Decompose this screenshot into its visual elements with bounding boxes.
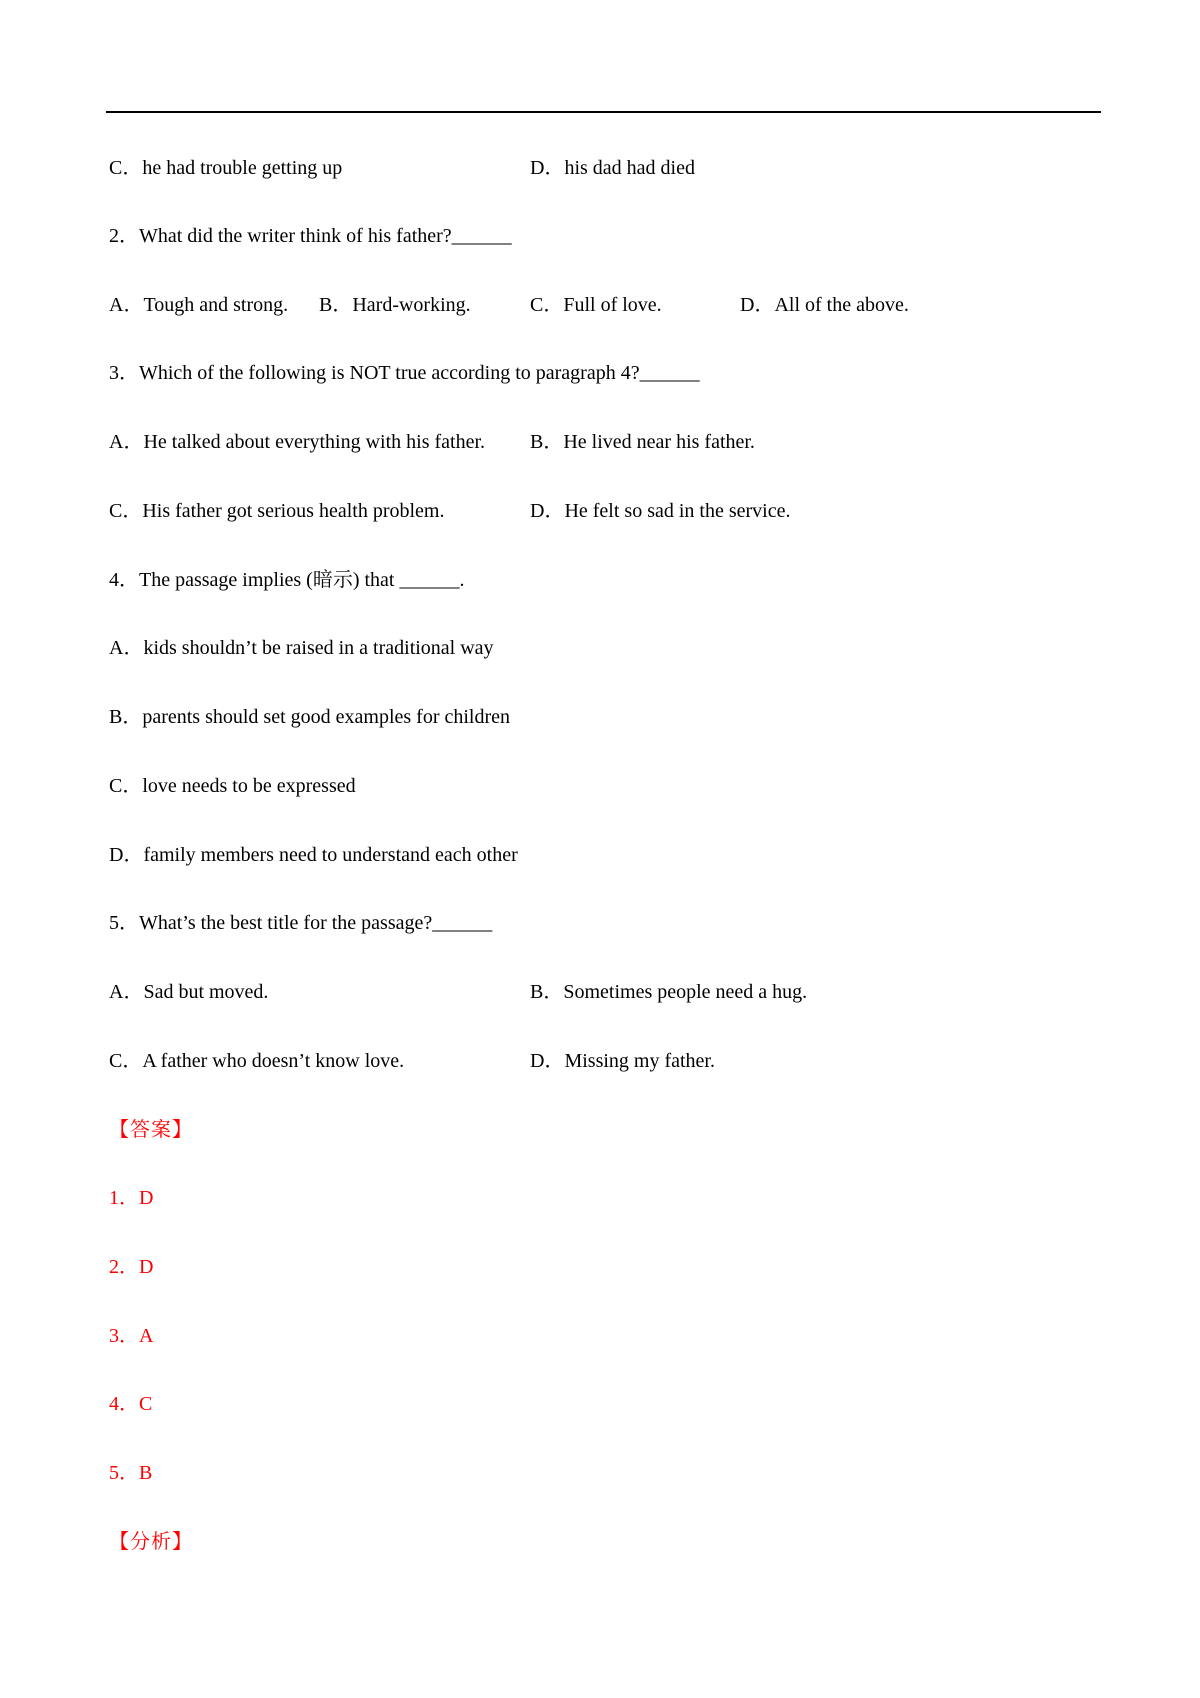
- q3-option-d: D．He felt so sad in the service.: [530, 500, 791, 522]
- analysis-heading-row: [0, 1524, 1200, 1560]
- q3-options-row-cd: [0, 493, 1200, 529]
- answer-item-row: [0, 1386, 1200, 1422]
- header-rule: [106, 111, 1101, 113]
- q4-stem: 4．The passage implies (暗示) that ______.: [109, 569, 465, 591]
- q1-options-row-cd: [0, 150, 1200, 186]
- answer-item-row: [0, 1318, 1200, 1354]
- q4-stem-row: [0, 562, 1200, 598]
- q3-option-c: C．His father got serious health problem.: [109, 500, 445, 522]
- answer-item: 4．C: [109, 1393, 153, 1415]
- q4-option-c: C．love needs to be expressed: [109, 775, 356, 797]
- answer-item: 3．A: [109, 1325, 154, 1347]
- q5-stem-row: [0, 905, 1200, 941]
- q4-option-a: A．kids shouldn’t be raised in a traditional way: [109, 637, 494, 659]
- q4-option-a-row: [0, 630, 1200, 666]
- q5-option-a: A．Sad but moved.: [109, 981, 269, 1003]
- q2-option-b: B．Hard-working.: [319, 294, 471, 316]
- answer-item-row: [0, 1455, 1200, 1491]
- answer-item-row: [0, 1249, 1200, 1285]
- q2-option-d: D．All of the above.: [740, 294, 909, 316]
- q4-option-d: D．family members need to understand each other: [109, 844, 518, 866]
- analysis-heading: 【分析】: [109, 1531, 193, 1553]
- q4-option-d-row: [0, 837, 1200, 873]
- q5-option-c: C．A father who doesn’t know love.: [109, 1050, 405, 1072]
- q3-options-row-ab: [0, 424, 1200, 460]
- q5-options-row-ab: [0, 974, 1200, 1010]
- answer-item: 1．D: [109, 1187, 154, 1209]
- q1-option-c: C．he had trouble getting up: [109, 157, 343, 179]
- q4-option-c-row: [0, 768, 1200, 804]
- answer-item-row: [0, 1180, 1200, 1216]
- q5-stem: 5．What’s the best title for the passage?______: [109, 912, 493, 934]
- q2-stem: 2．What did the writer think of his father?______: [109, 225, 512, 247]
- q1-option-d: D．his dad had died: [530, 157, 695, 179]
- q2-option-a: A．Tough and strong.: [109, 294, 289, 316]
- q2-option-c: C．Full of love.: [530, 294, 662, 316]
- answer-item: 2．D: [109, 1256, 154, 1278]
- q3-stem: 3．Which of the following is NOT true according to paragraph 4?______: [109, 362, 700, 384]
- q2-stem-row: [0, 218, 1200, 254]
- answer-heading-row: [0, 1112, 1200, 1148]
- q5-option-b: B．Sometimes people need a hug.: [530, 981, 808, 1003]
- answer-heading: 【答案】: [109, 1119, 193, 1141]
- answer-item: 5．B: [109, 1462, 153, 1484]
- q4-option-b-row: [0, 699, 1200, 735]
- q5-options-row-cd: [0, 1043, 1200, 1079]
- q5-option-d: D．Missing my father.: [530, 1050, 715, 1072]
- q3-option-a: A．He talked about everything with his father.: [109, 431, 486, 453]
- q2-options-row: [0, 287, 1200, 323]
- q3-stem-row: [0, 355, 1200, 391]
- q3-option-b: B．He lived near his father.: [530, 431, 755, 453]
- q4-option-b: B．parents should set good examples for children: [109, 706, 511, 728]
